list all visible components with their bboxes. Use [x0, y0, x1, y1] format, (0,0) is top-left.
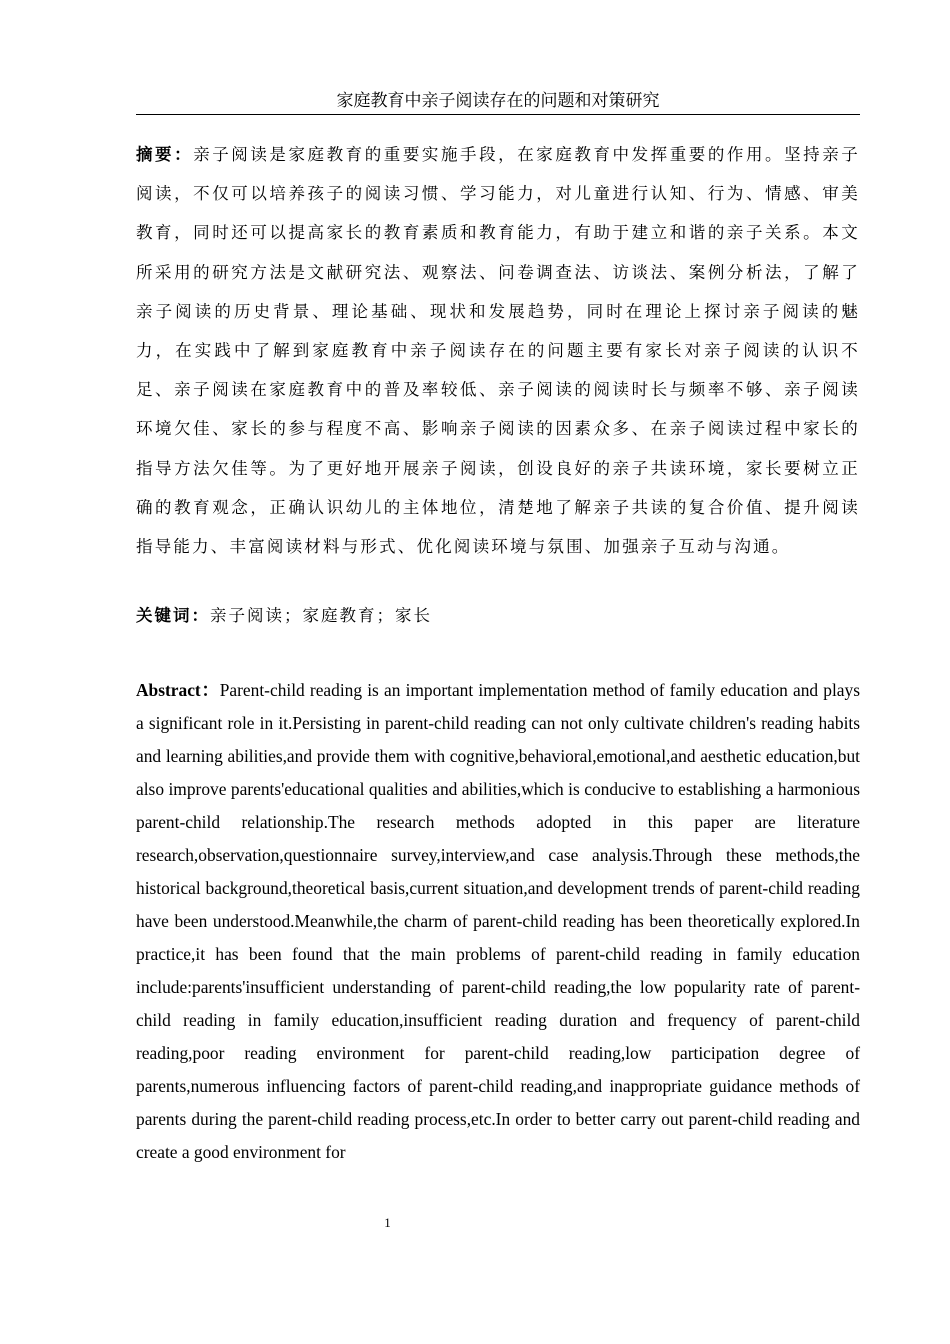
english-abstract [136, 674, 860, 1169]
english-abstract-text: Parent-child reading is an important implementation method of family education and plays a significant role in it.Persisting in parent-child reading can not only cultivate children's reading habits and learning abilities,and provide them with cognitive,behavioral,emotional,and aesthetic education,but also improve parents'educational qualities and abilities,which is conducive to establishing a harmonious parent-child relationship.The research methods adopted in this paper are literature research,observation,questionnaire survey,interview,and case analysis.Through these methods,the historical background,theoretical basis,current situation,and development trends of parent-child reading have been understood.Meanwhile,the charm of parent-child reading has been theoretically explored.In practice,it has been found that the main problems of parent-child reading in family education include:parents'insufficient understanding of parent-child reading,the low popularity rate of parent-child reading in family education,insufficient reading duration and frequency of parent-child reading,poor reading environment for parent-child reading,low participation degree of parents,numerous influencing factors of parent-child reading,and inappropriate guidance methods of parents during the parent-child reading process,etc.In order to better carry out parent-child reading and create a good environment for [136, 680, 860, 1162]
chinese-abstract-text: 亲子阅读是家庭教育的重要实施手段，在家庭教育中发挥重要的作用。坚持亲子阅读，不仅可以培养孩子的阅读习惯、学习能力，对儿童进行认知、行为、情感、审美教育，同时还可以提高家长的教育素质和教育能力，有助于建立和谐的亲子关系。本文所采用的研究方法是文献研究法、观察法、问卷调查法、访谈法、案例分析法，了解了亲子阅读的历史背景、理论基础、现状和发展趋势，同时在理论上探讨亲子阅读的魅力，在实践中了解到家庭教育中亲子阅读存在的问题主要有家长对亲子阅读的认识不足、亲子阅读在家庭教育中的普及率较低、亲子阅读的阅读时长与频率不够、亲子阅读环境欠佳、家长的参与程度不高、影响亲子阅读的因素众多、在亲子阅读过程中家长的指导方法欠佳等。为了更好地开展亲子阅读，创设良好的亲子共读环境，家长要树立正确的教育观念，正确认识幼儿的主体地位，清楚地了解亲子共读的复合价值、提升阅读指导能力、丰富阅读材料与形式、优化阅读环境与氛围、加强亲子互动与沟通。 [136, 145, 860, 557]
chinese-keywords-text: 亲子阅读；家庭教育；家长 [210, 606, 432, 625]
running-header: 家庭教育中亲子阅读存在的问题和对策研究 [136, 88, 860, 115]
page-number: 1 [384, 1215, 391, 1230]
chinese-abstract [136, 135, 860, 566]
chinese-keywords [136, 603, 860, 629]
english-abstract-label: Abstract： [136, 680, 220, 700]
chinese-keywords-label: 关键词： [136, 606, 210, 625]
chinese-abstract-label: 摘要： [136, 145, 194, 164]
